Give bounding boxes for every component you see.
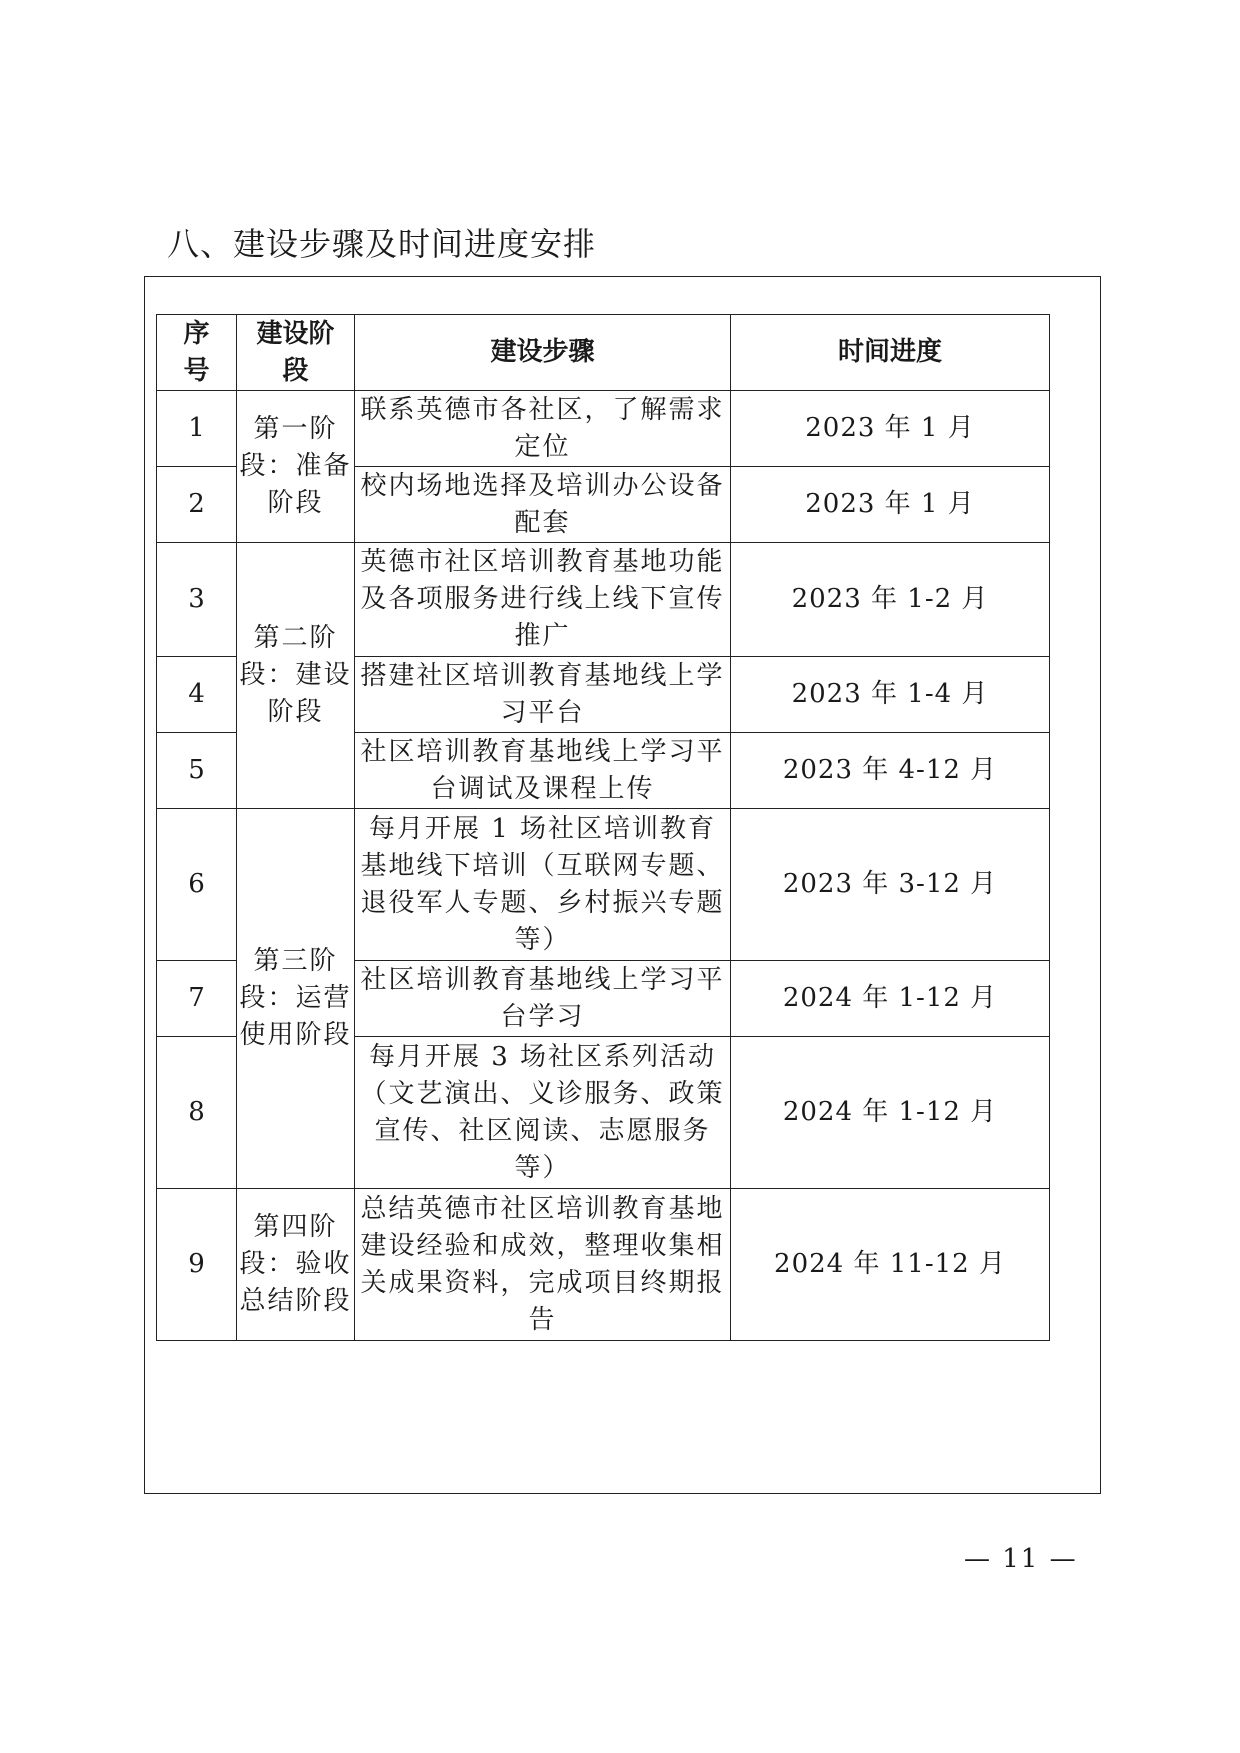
row-index: 6 (157, 809, 237, 961)
step-cell: 社区培训教育基地线上学习平台调试及课程上传 (355, 733, 731, 809)
time-cell: 2024 年 1-12 月 (731, 1037, 1050, 1189)
phase-cell: 第一阶段：准备阶段 (237, 391, 355, 543)
table-row (157, 391, 1050, 467)
time-cell: 2023 年 3-12 月 (731, 809, 1050, 961)
header-time: 时间进度 (731, 315, 1050, 391)
step-cell: 总结英德市社区培训教育基地建设经验和成效，整理收集相关成果资料，完成项目终期报告 (355, 1189, 731, 1341)
table-row (157, 809, 1050, 961)
row-index: 1 (157, 391, 237, 467)
time-cell: 2024 年 1-12 月 (731, 961, 1050, 1037)
phase-cell: 第四阶段：验收总结阶段 (237, 1189, 355, 1341)
time-cell: 2023 年 1 月 (731, 467, 1050, 543)
row-index: 8 (157, 1037, 237, 1189)
step-cell: 联系英德市各社区，了解需求定位 (355, 391, 731, 467)
row-index: 9 (157, 1189, 237, 1341)
time-cell: 2024 年 11-12 月 (731, 1189, 1050, 1341)
step-cell: 每月开展 1 场社区培训教育基地线下培训（互联网专题、退役军人专题、乡村振兴专题等） (355, 809, 731, 961)
table-row (157, 1189, 1050, 1341)
step-cell: 校内场地选择及培训办公设备配套 (355, 467, 731, 543)
phase-cell: 第二阶段：建设阶段 (237, 543, 355, 809)
row-index: 7 (157, 961, 237, 1037)
step-cell: 英德市社区培训教育基地功能及各项服务进行线上线下宣传推广 (355, 543, 731, 657)
table-row (157, 543, 1050, 657)
row-index: 2 (157, 467, 237, 543)
step-cell: 搭建社区培训教育基地线上学习平台 (355, 657, 731, 733)
phase-cell: 第三阶段：运营使用阶段 (237, 809, 355, 1189)
step-cell: 每月开展 3 场社区系列活动（文艺演出、义诊服务、政策宣传、社区阅读、志愿服务等） (355, 1037, 731, 1189)
schedule-table (156, 314, 1050, 1341)
row-index: 4 (157, 657, 237, 733)
row-index: 5 (157, 733, 237, 809)
header-index: 序号 (157, 315, 237, 391)
row-index: 3 (157, 543, 237, 657)
header-phase: 建设阶段 (237, 315, 355, 391)
time-cell: 2023 年 4-12 月 (731, 733, 1050, 809)
section-title: 八、建设步骤及时间进度安排 (167, 225, 597, 263)
time-cell: 2023 年 1-4 月 (731, 657, 1050, 733)
step-cell: 社区培训教育基地线上学习平台学习 (355, 961, 731, 1037)
time-cell: 2023 年 1 月 (731, 391, 1050, 467)
header-step: 建设步骤 (355, 315, 731, 391)
table-header-row (157, 315, 1050, 391)
page-number: — 11 — (964, 1544, 1078, 1574)
time-cell: 2023 年 1-2 月 (731, 543, 1050, 657)
